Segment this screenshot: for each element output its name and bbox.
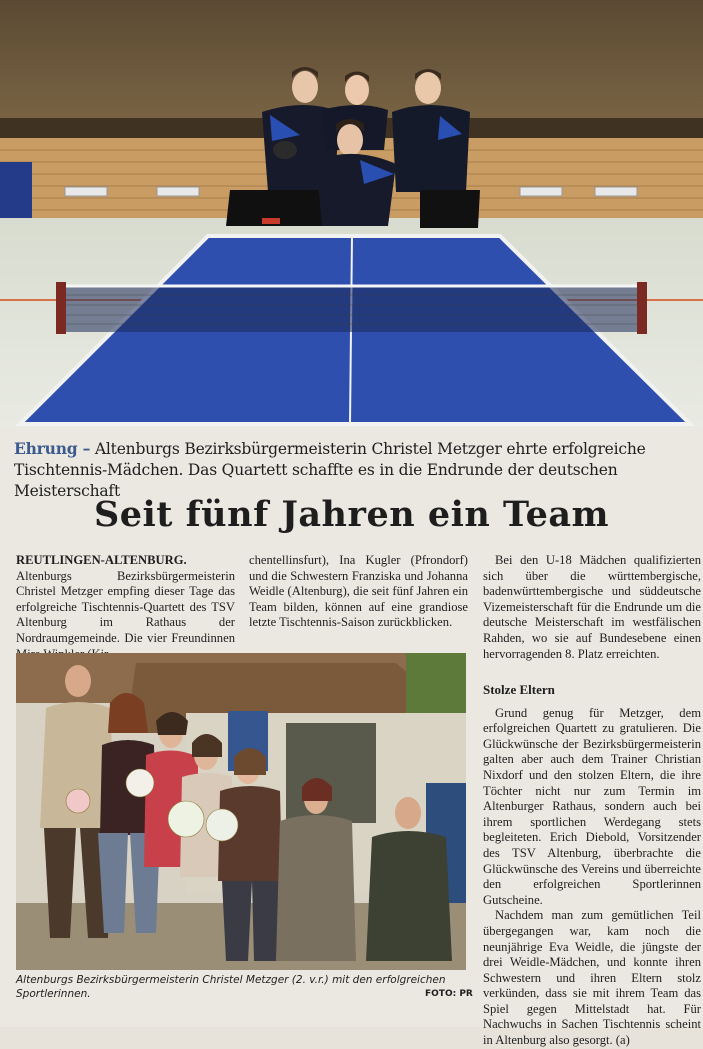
article-col3-paragraph-1: Bei den U-18 Mädchen qualifizierten sich über die württembergische, badenwürttembergische und süddeutsche Vizemeisterschaft für die Endrunde um die deutsche Meisterschaft im westfälischen Rahden, wo sie auf Bundesebene einen hervorragenden 8. Platz erreichten. (483, 553, 701, 661)
group-photo-illustration (16, 653, 466, 970)
kicker (14, 438, 692, 502)
subhead: Stolze Eltern (483, 682, 555, 697)
article-col1-text: Altenburgs Bezirksbürgermeisterin Christel Metzger empfing dieser Tage das erfolgreiche Tischtennis-Quartett des TSV Altenburg im Rathaus der Nordraumgemeinde. Die vier Freundinnen (16, 568, 235, 645)
kicker-text: Altenburgs Bezirksbürgermeisterin Christel Metzger ehrte erfolgreiche Tischtennis-Mädchen. Das Quartett schaffte es in die Endrunde der deutschen Meisterschaft (14, 440, 646, 500)
article-col3-paragraph-3: Nachdem man zum gemütlichen Teil übergegangen war, kam noch die neunjährige Eva Weidle, die jüngste der drei Weidle-Mädchen, und konnte ihren Schwestern und ihren Eltern stolz verkünden, dass sie mit ihrem Team das Spiel gegen Mittelstadt hat. Für Nachwuchs in Sachen Tischtennis scheint in Altenburg also gesorgt. (a) (483, 908, 701, 1048)
article-column-1 (16, 553, 235, 662)
headline: Seit fünf Jahren ein Team (93, 494, 610, 535)
photo-credit: FOTO: PR (425, 989, 473, 999)
article-col3-paragraph-2: Grund genug für Metzger, dem erfolgreichen Quartett zu gratulieren. Die Glückwünsche der Bezirksbürgermeisterin galten aber auch dem Trainer Christian Nixdorf und den stolzen Eltern, die ihre Töchter nicht nur zum Termin im Altenburger Rathaus, sondern auch bei ihrem sportlichen Werdegang stets begleiteten. Erich Diebold, Vorsitzender des TSV Altenburg, überbrachte die Glückwünsche des Vereins und überreichte den erfolgreichen Sportlerinnen Gutscheine. (483, 705, 701, 907)
group-photo (16, 653, 466, 970)
team-photo (0, 0, 703, 427)
kicker-label: Ehrung – (14, 439, 91, 458)
dateline: REUTLINGEN-ALTENBURG. (16, 553, 187, 567)
photo-caption: Altenburgs Bezirksbürgermeisterin Christel Metzger (2. v.r.) mit den erfolgreichen Sportlerinnen. (16, 974, 446, 1000)
article-col2-text: chentellinsfurt), Ina Kugler (Pfrondorf) und die Schwestern Franziska und Johanna Weidle (Altenburg), die seit fünf Jahren ein Team bilden, können auf eine grandiose letzte Tischtennis-Saison zurückblicken. (249, 553, 468, 630)
article-column-3-continued (483, 682, 701, 1049)
article-column-2 (249, 553, 468, 631)
team-photo-illustration (0, 0, 703, 427)
article-column-3 (483, 553, 701, 662)
